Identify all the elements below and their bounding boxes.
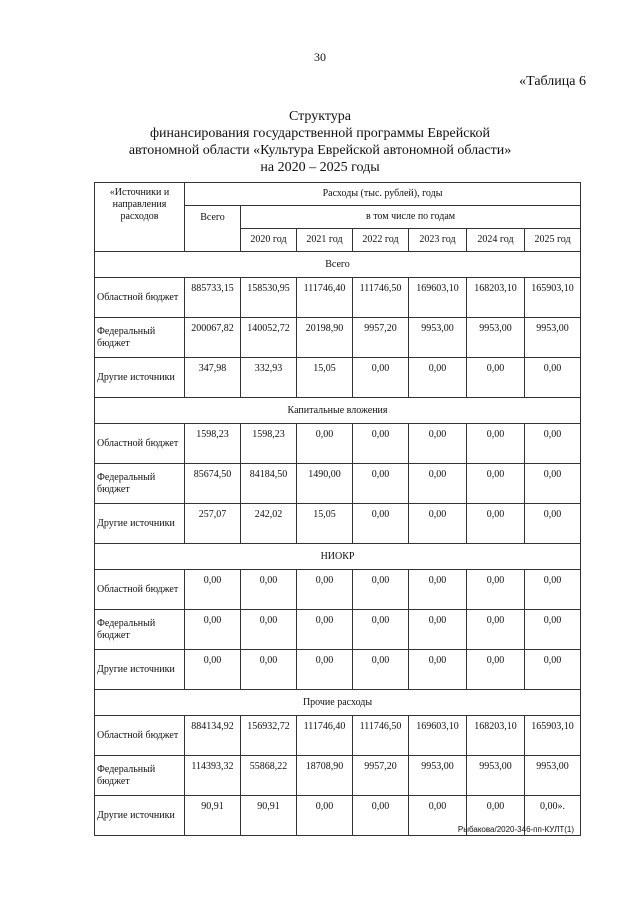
source-name: Областной бюджет	[95, 570, 185, 610]
title-line: Структура	[288, 109, 352, 124]
year-value: 20198,90	[297, 318, 353, 358]
header-year: 2023 год	[409, 229, 467, 252]
year-value: 0,00	[409, 650, 467, 690]
year-value: 0,00	[409, 504, 467, 544]
total-value: 85674,50	[185, 464, 241, 504]
year-value: 0,00	[241, 610, 297, 650]
total-value: 884134,92	[185, 716, 241, 756]
year-value: 0,00	[353, 504, 409, 544]
year-value: 55868,22	[241, 756, 297, 796]
total-value: 1598,23	[185, 424, 241, 464]
section-row	[95, 398, 581, 424]
total-value: 90,91	[185, 796, 241, 836]
source-name: Областной бюджет	[95, 278, 185, 318]
year-value: 9957,20	[353, 318, 409, 358]
year-value: 0,00	[467, 570, 525, 610]
year-value: 168203,10	[467, 716, 525, 756]
table-row	[95, 650, 581, 690]
header-year: 2025 год	[525, 229, 581, 252]
table-row	[95, 464, 581, 504]
table-row	[95, 756, 581, 796]
total-value: 347,98	[185, 358, 241, 398]
header-expenses: Расходы (тыс. рублей), годы	[185, 183, 581, 206]
table-row	[95, 424, 581, 464]
year-value: 0,00	[409, 464, 467, 504]
year-value: 0,00	[467, 796, 525, 836]
source-name: Другие источники	[95, 650, 185, 690]
source-name: Другие источники	[95, 504, 185, 544]
section-title: Капитальные вложения	[95, 398, 581, 424]
year-value: 0,00	[467, 358, 525, 398]
year-value: 0,00	[409, 570, 467, 610]
year-value: 0,00	[353, 650, 409, 690]
document-title	[0, 108, 640, 176]
header-year: 2022 год	[353, 229, 409, 252]
year-value: 0,00	[525, 424, 581, 464]
year-value: 0,00	[467, 650, 525, 690]
header-year: 2024 год	[467, 229, 525, 252]
section-title: Прочие расходы	[95, 690, 581, 716]
table-label: «Таблица 6	[519, 74, 586, 89]
section-title: НИОКР	[95, 544, 581, 570]
year-value: 168203,10	[467, 278, 525, 318]
year-value: 0,00	[525, 650, 581, 690]
header-year: 2020 год	[241, 229, 297, 252]
source-name: Областной бюджет	[95, 716, 185, 756]
year-value: 0,00	[353, 358, 409, 398]
year-value: 9953,00	[467, 756, 525, 796]
year-value: 0,00	[525, 504, 581, 544]
header-year: 2021 год	[297, 229, 353, 252]
year-value: 0,00».	[525, 796, 581, 836]
year-value: 0,00	[297, 650, 353, 690]
total-value: 257,07	[185, 504, 241, 544]
section-row	[95, 252, 581, 278]
table-row	[95, 610, 581, 650]
table-row	[95, 504, 581, 544]
year-value: 169603,10	[409, 278, 467, 318]
year-value: 0,00	[409, 424, 467, 464]
year-value: 242,02	[241, 504, 297, 544]
year-value: 111746,50	[353, 716, 409, 756]
year-value: 0,00	[297, 610, 353, 650]
year-value: 9953,00	[525, 318, 581, 358]
section-row	[95, 544, 581, 570]
source-name: Другие источники	[95, 358, 185, 398]
year-value: 0,00	[241, 650, 297, 690]
year-value: 0,00	[467, 424, 525, 464]
source-name: Федеральный бюджет	[95, 318, 185, 358]
source-name: Федеральный бюджет	[95, 756, 185, 796]
section-row	[95, 690, 581, 716]
year-value: 156932,72	[241, 716, 297, 756]
year-value: 0,00	[353, 570, 409, 610]
year-value: 169603,10	[409, 716, 467, 756]
year-value: 0,00	[409, 796, 467, 836]
total-value: 0,00	[185, 610, 241, 650]
table-row	[95, 318, 581, 358]
total-value: 200067,82	[185, 318, 241, 358]
source-name: Федеральный бюджет	[95, 464, 185, 504]
year-value: 0,00	[353, 610, 409, 650]
year-value: 0,00	[467, 504, 525, 544]
year-value: 90,91	[241, 796, 297, 836]
year-value: 0,00	[353, 796, 409, 836]
year-value: 0,00	[297, 570, 353, 610]
financing-table	[94, 182, 581, 836]
year-value: 0,00	[467, 610, 525, 650]
title-line: на 2020 – 2025 годы	[260, 160, 380, 175]
year-value: 0,00	[297, 424, 353, 464]
total-value: 885733,15	[185, 278, 241, 318]
total-value: 0,00	[185, 570, 241, 610]
table-row	[95, 716, 581, 756]
year-value: 0,00	[525, 610, 581, 650]
year-value: 9953,00	[525, 756, 581, 796]
source-name: Федеральный бюджет	[95, 610, 185, 650]
year-value: 0,00	[241, 570, 297, 610]
year-value: 165903,10	[525, 278, 581, 318]
year-value: 165903,10	[525, 716, 581, 756]
source-name: Областной бюджет	[95, 424, 185, 464]
year-value: 332,93	[241, 358, 297, 398]
year-value: 111746,40	[297, 278, 353, 318]
year-value: 18708,90	[297, 756, 353, 796]
year-value: 9953,00	[467, 318, 525, 358]
page-number: 30	[314, 50, 326, 64]
section-title: Всего	[95, 252, 581, 278]
header-total: Всего	[185, 206, 241, 252]
source-name: Другие источники	[95, 796, 185, 836]
year-value: 0,00	[409, 610, 467, 650]
footer-code: Рыбакова/2020-346-пп-КУЛТ(1)	[457, 825, 574, 834]
total-value: 0,00	[185, 650, 241, 690]
year-value: 0,00	[525, 464, 581, 504]
table-row	[95, 278, 581, 318]
year-value: 0,00	[297, 796, 353, 836]
title-line: автономной области «Культура Еврейской автономной области»	[128, 143, 512, 158]
year-value: 0,00	[353, 464, 409, 504]
header-by-years: в том числе по годам	[241, 206, 581, 229]
year-value: 158530,95	[241, 278, 297, 318]
year-value: 15,05	[297, 358, 353, 398]
year-value: 140052,72	[241, 318, 297, 358]
year-value: 111746,40	[297, 716, 353, 756]
year-value: 0,00	[409, 358, 467, 398]
year-value: 9953,00	[409, 318, 467, 358]
year-value: 0,00	[525, 358, 581, 398]
year-value: 0,00	[353, 424, 409, 464]
year-value: 1598,23	[241, 424, 297, 464]
title-line: финансирования государственной программы Еврейской	[149, 126, 491, 141]
table-row	[95, 358, 581, 398]
year-value: 1490,00	[297, 464, 353, 504]
total-value: 114393,32	[185, 756, 241, 796]
year-value: 0,00	[467, 464, 525, 504]
year-value: 84184,50	[241, 464, 297, 504]
year-value: 0,00	[525, 570, 581, 610]
year-value: 111746,50	[353, 278, 409, 318]
table-row	[95, 570, 581, 610]
year-value: 9957,20	[353, 756, 409, 796]
year-value: 9953,00	[409, 756, 467, 796]
year-value: 15,05	[297, 504, 353, 544]
header-sources: «Источники и направления расходов	[95, 183, 185, 252]
